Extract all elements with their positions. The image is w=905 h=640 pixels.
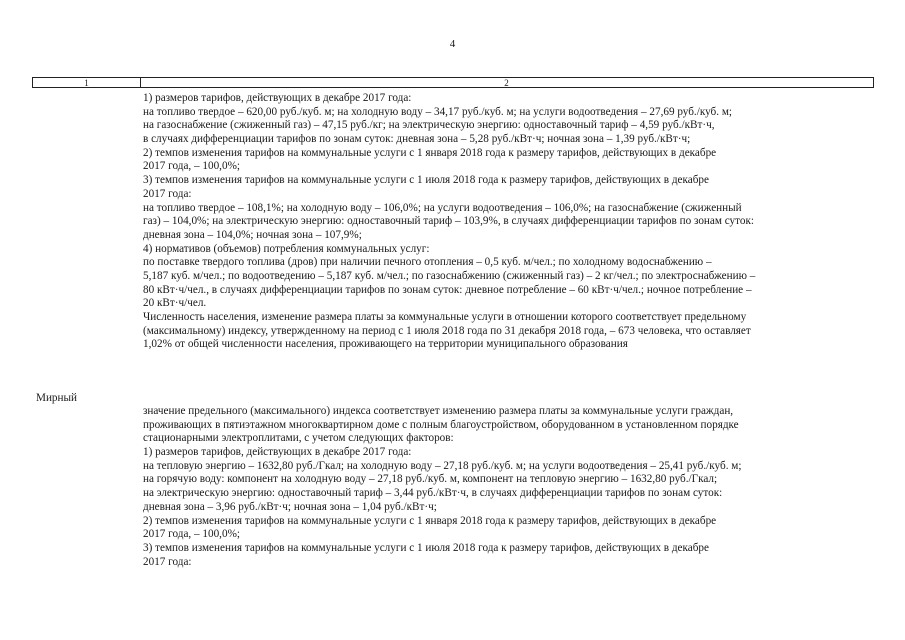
text-line: газ) – 104,0%; на электрическую энергию: одноставочный тариф – 103,9%, в случаях дифференциации тарифов по зонам суток: bbox=[143, 215, 755, 228]
text-line: 2017 года: bbox=[143, 187, 192, 200]
tariff-description-block-1 bbox=[143, 92, 863, 352]
text-line: по поставке твердого топлива (дров) при наличии печного отопления – 0,5 куб. м/чел.; по холодному водоснабжению – bbox=[143, 256, 712, 269]
text-line: в случаях дифференциации тарифов по зонам суток: дневная зона – 5,28 руб./кВт·ч; ночная зона – 1,39 руб./кВт·ч; bbox=[143, 133, 691, 146]
table-header-col-2: 2 bbox=[504, 78, 509, 88]
text-line: стационарными электроплитами, с учетом следующих факторов: bbox=[143, 432, 454, 445]
text-line: проживающих в пятиэтажном многоквартирном доме с полным благоустройством, оборудованном в установленном порядке bbox=[143, 418, 739, 431]
text-line: 2) темпов изменения тарифов на коммунальные услуги с 1 января 2018 года к размеру тарифов, действующих в декабре bbox=[143, 146, 717, 159]
text-line: 2017 года, – 100,0%; bbox=[143, 528, 240, 541]
text-line: на газоснабжение (сжиженный газ) – 47,15 руб./кг; на электрическую энергию: одноставочный тариф – 4,59 руб./кВт·ч, bbox=[143, 119, 715, 132]
table-header-col-1: 1 bbox=[33, 78, 141, 87]
municipality-name: Мирный bbox=[36, 392, 78, 404]
text-line: 2017 года: bbox=[143, 555, 192, 568]
text-line: 2017 года, – 100,0%; bbox=[143, 160, 240, 173]
text-line: дневная зона – 104,0%; ночная зона – 107,9%; bbox=[143, 228, 362, 241]
text-line: 1) размеров тарифов, действующих в декабре 2017 года: bbox=[143, 92, 412, 104]
tariff-description-block-2 bbox=[143, 405, 863, 569]
text-line: на тепловую энергию – 1632,80 руб./Гкал; на холодную воду – 27,18 руб./куб. м; на услуги водоотведения – 25,41 руб./куб. м; bbox=[143, 459, 742, 472]
text-line: Численность населения, изменение размера платы за коммунальные услуги в отношении которого соответствует предельному bbox=[143, 311, 747, 323]
text-line: 2) темпов изменения тарифов на коммунальные услуги с 1 января 2018 года к размеру тарифов, действующих в декабре bbox=[143, 514, 717, 527]
text-line: 3) темпов изменения тарифов на коммунальные услуги с 1 июля 2018 года к размеру тарифов, действующих в декабре bbox=[143, 541, 709, 554]
text-line: 3) темпов изменения тарифов на коммунальные услуги с 1 июля 2018 года к размеру тарифов, действующих в декабре bbox=[143, 174, 709, 187]
text-line: 4) нормативов (объемов) потребления коммунальных услуг: bbox=[143, 242, 430, 255]
text-line: 20 кВт·ч/чел. bbox=[143, 297, 207, 310]
text-line: на электрическую энергию: одноставочный тариф – 3,44 руб./кВт·ч, в случаях дифференциации тарифов по зонам суток: bbox=[143, 487, 723, 500]
page-number: 4 bbox=[449, 38, 456, 50]
text-line: на топливо твердое – 620,00 руб./куб. м; на холодную воду – 34,17 руб./куб. м; на услуги водоотведения – 27,69 руб./куб. м; bbox=[143, 105, 733, 118]
text-line: значение предельного (максимального) индекса соответствует изменению размера платы за коммунальные услуги граждан, bbox=[143, 405, 734, 417]
text-line: на топливо твердое – 108,1%; на холодную воду – 106,0%; на услуги водоотведения – 106,0%; на газоснабжение (сжиженный bbox=[143, 201, 742, 214]
text-line: 1,02% от общей численности населения, проживающего на территории муниципального образования bbox=[143, 338, 628, 351]
text-line: 1) размеров тарифов, действующих в декабре 2017 года: bbox=[143, 446, 412, 459]
text-line: на горячую воду: компонент на холодную воду – 27,18 руб./куб. м, компонент на тепловую энергию – 1632,80 руб./Гкал; bbox=[143, 473, 718, 486]
text-line: (максимальному) индексу, утвержденному на период с 1 июля 2018 года по 31 декабря 2018 года, – 673 человека, что оставляет bbox=[143, 324, 751, 337]
text-line: 80 кВт·ч/чел., в случаях дифференциации тарифов по зонам суток: дневное потребление – 60 кВт·ч/чел.; ночное потребление – bbox=[143, 283, 752, 296]
text-line: дневная зона – 3,96 руб./кВт·ч; ночная зона – 1,04 руб./кВт·ч; bbox=[143, 500, 437, 513]
table-header-row bbox=[32, 77, 874, 88]
text-line: 5,187 куб. м/чел.; по водоотведению – 5,187 куб. м/чел.; по газоснабжению (сжиженный газ) – 2 кг/чел.; по электроснабжению – bbox=[143, 269, 756, 282]
